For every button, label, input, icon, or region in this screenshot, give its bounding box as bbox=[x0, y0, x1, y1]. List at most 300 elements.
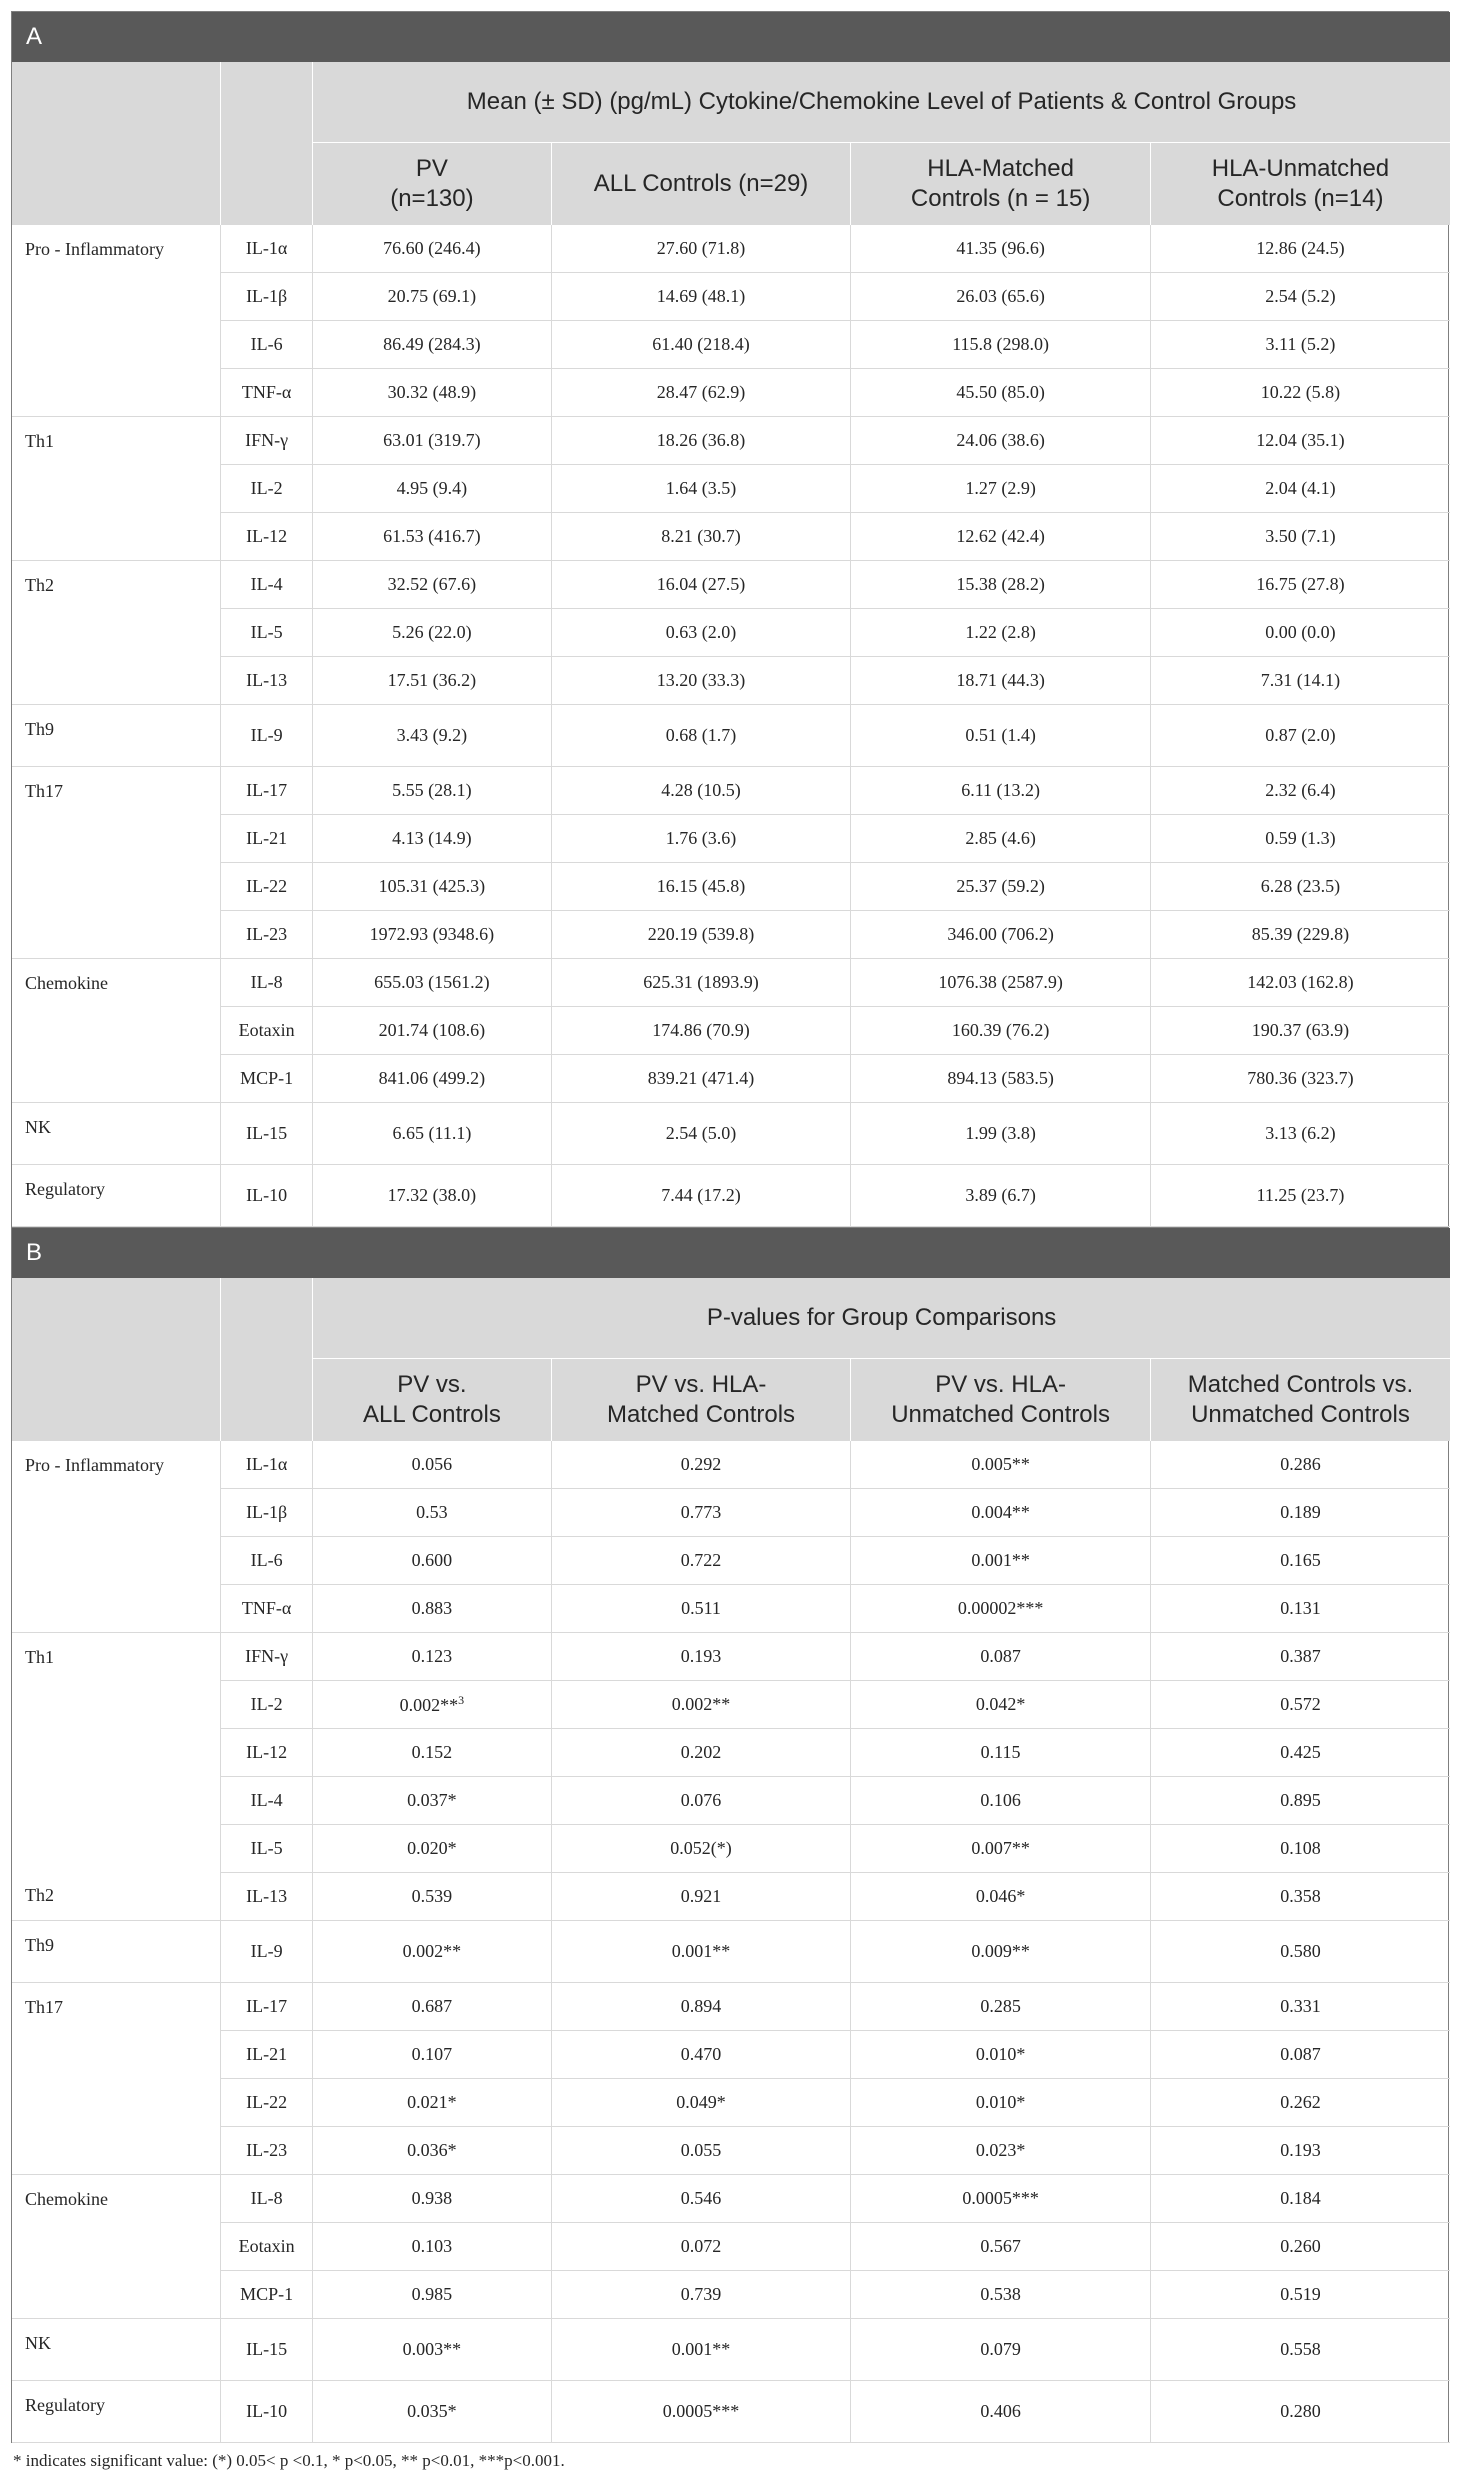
cytokine-name bbox=[221, 1441, 313, 1489]
value-cell bbox=[551, 1777, 851, 1825]
table-row bbox=[12, 1825, 1450, 1873]
table-row bbox=[12, 767, 1450, 815]
value-text: 18.26 (36.8) bbox=[656, 430, 746, 450]
value-text: 0.087 bbox=[980, 1646, 1021, 1666]
value-cell bbox=[551, 1983, 851, 2031]
value-cell bbox=[1150, 863, 1450, 911]
table-row bbox=[12, 513, 1450, 561]
group-label: NK bbox=[12, 2319, 221, 2381]
value-text: 0.739 bbox=[680, 2284, 722, 2304]
value-cell bbox=[551, 1165, 851, 1227]
value-text: 12.04 (35.1) bbox=[1256, 430, 1345, 450]
cytokine-label: IL-15 bbox=[246, 2339, 288, 2359]
cytokine-label: IL-12 bbox=[246, 526, 288, 546]
value-cell bbox=[551, 1681, 851, 1729]
value-cell bbox=[851, 273, 1151, 321]
value-cell bbox=[313, 321, 552, 369]
value-text: 0.001** bbox=[971, 1550, 1030, 1570]
value-cell bbox=[313, 1681, 552, 1729]
value-cell bbox=[551, 1921, 851, 1983]
value-cell bbox=[1150, 2079, 1450, 2127]
value-cell bbox=[1150, 2127, 1450, 2175]
value-text: 18.71 (44.3) bbox=[956, 670, 1045, 690]
cytokine-label: IL-10 bbox=[246, 1185, 288, 1205]
value-cell bbox=[851, 417, 1151, 465]
value-text: 5.55 (28.1) bbox=[392, 780, 472, 800]
value-text: 3.13 (6.2) bbox=[1265, 1123, 1336, 1143]
value-text: 0.193 bbox=[1280, 2140, 1321, 2160]
value-cell bbox=[851, 609, 1151, 657]
value-text: 63.01 (319.7) bbox=[383, 430, 481, 450]
value-cell bbox=[551, 369, 851, 417]
value-text: 160.39 (76.2) bbox=[951, 1020, 1050, 1040]
value-text: 1.22 (2.8) bbox=[965, 622, 1036, 642]
cytokine-name bbox=[221, 513, 313, 561]
value-cell bbox=[851, 1873, 1151, 1921]
column-header-line: Unmatched Controls bbox=[1191, 1401, 1410, 1428]
value-cell bbox=[1150, 1007, 1450, 1055]
value-text: 0.331 bbox=[1280, 1996, 1321, 2016]
value-text: 0.010* bbox=[975, 2044, 1026, 2064]
cytokine-name bbox=[221, 273, 313, 321]
value-text: 0.052(*) bbox=[670, 1838, 732, 1858]
value-text: 8.21 (30.7) bbox=[661, 526, 741, 546]
value-text: 12.86 (24.5) bbox=[1256, 238, 1345, 258]
value-cell bbox=[1150, 815, 1450, 863]
panel-a-super-header: Mean (± SD) (pg/mL) Cytokine/Chemokine Level of Patients & Control Groups bbox=[313, 62, 1450, 143]
value-text: 5.26 (22.0) bbox=[392, 622, 472, 642]
value-cell bbox=[313, 465, 552, 513]
cytokine-name bbox=[221, 1537, 313, 1585]
value-cell bbox=[851, 1681, 1151, 1729]
cytokine-label: IL-4 bbox=[250, 1790, 283, 1810]
value-text: 0.425 bbox=[1280, 1742, 1321, 1762]
cytokine-label: IL-6 bbox=[250, 1550, 283, 1570]
cytokine-label: IL-1β bbox=[246, 1502, 288, 1522]
cytokine-label: IFN-γ bbox=[245, 1646, 289, 1666]
header-blank-cytokine bbox=[221, 62, 313, 225]
column-header bbox=[1150, 1359, 1450, 1442]
value-text: 0.558 bbox=[1280, 2339, 1321, 2359]
value-cell bbox=[851, 959, 1151, 1007]
value-text: 0.079 bbox=[980, 2339, 1021, 2359]
value-cell bbox=[313, 815, 552, 863]
value-text: 0.895 bbox=[1280, 1790, 1321, 1810]
panel-b-super-header: P-values for Group Comparisons bbox=[313, 1278, 1450, 1359]
value-cell bbox=[1150, 1489, 1450, 1537]
value-cell bbox=[1150, 2175, 1450, 2223]
cytokine-name bbox=[221, 1873, 313, 1921]
cytokine-label: IL-9 bbox=[250, 725, 283, 745]
value-cell bbox=[1150, 1585, 1450, 1633]
value-cell bbox=[1150, 1729, 1450, 1777]
value-cell bbox=[313, 2031, 552, 2079]
value-cell bbox=[313, 2079, 552, 2127]
value-text: 0.519 bbox=[1280, 2284, 1321, 2304]
value-cell bbox=[551, 465, 851, 513]
cytokine-label: IL-5 bbox=[250, 1838, 283, 1858]
value-cell bbox=[851, 911, 1151, 959]
value-text: 1.76 (3.6) bbox=[665, 828, 737, 848]
value-cell bbox=[313, 1103, 552, 1165]
table-row bbox=[12, 2319, 1450, 2381]
value-cell bbox=[313, 1633, 552, 1681]
value-cell bbox=[851, 1585, 1151, 1633]
value-cell bbox=[313, 959, 552, 1007]
value-text: 0.572 bbox=[1280, 1694, 1321, 1714]
value-cell bbox=[851, 1633, 1151, 1681]
table-row bbox=[12, 815, 1450, 863]
cytokine-label: IL-9 bbox=[250, 1941, 283, 1961]
value-cell bbox=[551, 609, 851, 657]
table-row bbox=[12, 1537, 1450, 1585]
column-header-line: Controls (n = 15) bbox=[910, 185, 1091, 212]
cytokine-name bbox=[221, 1055, 313, 1103]
table-row bbox=[12, 2127, 1450, 2175]
value-text: 0.546 bbox=[680, 2188, 722, 2208]
value-cell bbox=[313, 561, 552, 609]
value-cell bbox=[551, 1585, 851, 1633]
value-cell bbox=[1150, 369, 1450, 417]
value-cell bbox=[851, 657, 1151, 705]
value-cell bbox=[1150, 225, 1450, 273]
cytokine-label: IL-8 bbox=[250, 2188, 283, 2208]
value-text: 0.538 bbox=[980, 2284, 1021, 2304]
value-cell bbox=[551, 225, 851, 273]
column-header bbox=[851, 143, 1151, 226]
value-text: 6.11 (13.2) bbox=[961, 780, 1041, 800]
cytokine-name bbox=[221, 2079, 313, 2127]
table-row bbox=[12, 2223, 1450, 2271]
value-cell bbox=[551, 273, 851, 321]
table-row bbox=[12, 863, 1450, 911]
value-cell bbox=[851, 1825, 1151, 1873]
value-cell bbox=[851, 321, 1151, 369]
value-text: 10.22 (5.8) bbox=[1260, 382, 1341, 402]
value-cell bbox=[1150, 2319, 1450, 2381]
value-text: 7.31 (14.1) bbox=[1260, 670, 1341, 690]
value-cell bbox=[313, 273, 552, 321]
value-text: 1.64 (3.5) bbox=[665, 478, 737, 498]
cytokine-label: IL-1α bbox=[245, 238, 288, 258]
cytokine-name bbox=[221, 657, 313, 705]
value-cell bbox=[313, 1165, 552, 1227]
value-text: 28.47 (62.9) bbox=[656, 382, 746, 402]
value-text: 76.60 (246.4) bbox=[383, 238, 481, 258]
value-text: 0.106 bbox=[980, 1790, 1021, 1810]
cytokine-name bbox=[221, 1633, 313, 1681]
table-row bbox=[12, 1441, 1450, 1489]
value-text: 0.262 bbox=[1280, 2092, 1321, 2112]
value-text: 0.002** bbox=[402, 1941, 462, 1961]
value-text: 3.11 (5.2) bbox=[1265, 334, 1336, 354]
value-text: 1076.38 (2587.9) bbox=[938, 972, 1063, 992]
value-text: 0.193 bbox=[680, 1646, 722, 1666]
value-text: 12.62 (42.4) bbox=[956, 526, 1045, 546]
column-header-line: Matched Controls bbox=[606, 1401, 796, 1428]
group-label: Th2 bbox=[12, 1777, 221, 1921]
value-text: 0.056 bbox=[411, 1454, 453, 1474]
value-text: 2.32 (6.4) bbox=[1265, 780, 1336, 800]
value-text: 0.189 bbox=[1280, 1502, 1321, 1522]
cytokine-name bbox=[221, 561, 313, 609]
value-cell bbox=[551, 911, 851, 959]
value-text: 0.152 bbox=[411, 1742, 453, 1762]
value-cell bbox=[551, 2127, 851, 2175]
value-text: 2.04 (4.1) bbox=[1265, 478, 1336, 498]
cytokine-name bbox=[221, 705, 313, 767]
value-cell bbox=[551, 705, 851, 767]
value-text: 1972.93 (9348.6) bbox=[369, 924, 495, 944]
value-text: 0.280 bbox=[1280, 2401, 1321, 2421]
cytokine-label: IL-23 bbox=[246, 2140, 288, 2160]
cytokine-name bbox=[221, 2175, 313, 2223]
value-cell bbox=[1150, 1983, 1450, 2031]
value-text: 0.107 bbox=[411, 2044, 453, 2064]
value-cell bbox=[313, 1007, 552, 1055]
value-cell bbox=[313, 1729, 552, 1777]
value-text: 16.04 (27.5) bbox=[656, 574, 746, 594]
value-text: 0.68 (1.7) bbox=[665, 725, 737, 745]
value-cell bbox=[1150, 657, 1450, 705]
panel-a-label: A bbox=[12, 12, 1450, 62]
value-cell bbox=[1150, 513, 1450, 561]
table-row bbox=[12, 1489, 1450, 1537]
cytokine-label: IL-22 bbox=[246, 876, 288, 896]
value-cell bbox=[851, 2319, 1151, 2381]
value-text: 115.8 (298.0) bbox=[952, 334, 1050, 354]
table-row bbox=[12, 465, 1450, 513]
header-blank-group bbox=[12, 1278, 221, 1441]
value-text: 17.51 (36.2) bbox=[387, 670, 477, 690]
value-text: 27.60 (71.8) bbox=[656, 238, 746, 258]
value-text: 0.387 bbox=[1280, 1646, 1321, 1666]
cytokine-label: IL-8 bbox=[250, 972, 283, 992]
cytokine-label: IL-17 bbox=[246, 1996, 288, 2016]
value-cell bbox=[551, 1055, 851, 1103]
value-text: 190.37 (63.9) bbox=[1251, 1020, 1350, 1040]
value-text: 0.087 bbox=[1280, 2044, 1321, 2064]
value-text: 2.85 (4.6) bbox=[965, 828, 1036, 848]
column-header bbox=[551, 1359, 851, 1442]
value-text: 0.010* bbox=[975, 2092, 1026, 2112]
table-footnote: * indicates significant value: (*) 0.05< p <0.1, * p<0.05, ** p<0.01, ***p<0.001. bbox=[13, 2451, 565, 2470]
value-text: 0.470 bbox=[680, 2044, 722, 2064]
table-row bbox=[12, 273, 1450, 321]
table-row bbox=[12, 321, 1450, 369]
value-cell bbox=[851, 705, 1151, 767]
cytokine-name bbox=[221, 1983, 313, 2031]
value-cell bbox=[1150, 1165, 1450, 1227]
table-row bbox=[12, 2031, 1450, 2079]
value-cell bbox=[1150, 1537, 1450, 1585]
value-text: 105.31 (425.3) bbox=[378, 876, 486, 896]
table-row bbox=[12, 657, 1450, 705]
value-text: 0.020* bbox=[407, 1838, 457, 1858]
value-text: 0.0005*** bbox=[662, 2401, 740, 2421]
value-text: 0.722 bbox=[680, 1550, 722, 1570]
group-label: Th9 bbox=[12, 1921, 221, 1983]
value-cell bbox=[851, 225, 1151, 273]
value-cell bbox=[313, 657, 552, 705]
group-label: Regulatory bbox=[12, 2381, 221, 2443]
value-text: 30.32 (48.9) bbox=[387, 382, 477, 402]
value-text: 15.38 (28.2) bbox=[956, 574, 1045, 594]
cytokine-label: IL-2 bbox=[250, 478, 283, 498]
cytokine-name bbox=[221, 369, 313, 417]
value-cell bbox=[851, 561, 1151, 609]
cytokine-name bbox=[221, 321, 313, 369]
value-cell bbox=[313, 1441, 552, 1489]
value-text: 0.00002*** bbox=[957, 1598, 1044, 1618]
value-cell bbox=[1150, 767, 1450, 815]
value-text: 61.53 (416.7) bbox=[383, 526, 481, 546]
value-text: 26.03 (65.6) bbox=[956, 286, 1045, 306]
value-text: 32.52 (67.6) bbox=[387, 574, 477, 594]
value-text: 655.03 (1561.2) bbox=[374, 972, 490, 992]
header-blank-group bbox=[12, 62, 221, 225]
value-text: 0.042* bbox=[975, 1694, 1026, 1714]
column-header-line: PV vs. HLA- bbox=[935, 1371, 1066, 1398]
value-cell bbox=[851, 1983, 1151, 2031]
table-row bbox=[12, 2271, 1450, 2319]
value-cell bbox=[551, 1007, 851, 1055]
cytokine-name bbox=[221, 2319, 313, 2381]
value-cell bbox=[851, 1165, 1151, 1227]
value-text: 0.0005*** bbox=[962, 2188, 1039, 2208]
value-cell bbox=[551, 417, 851, 465]
value-cell bbox=[551, 1489, 851, 1537]
column-header bbox=[1150, 143, 1450, 226]
panel-b bbox=[11, 1227, 1449, 2443]
cytokine-name bbox=[221, 2223, 313, 2271]
group-label: Pro - Inflammatory bbox=[12, 225, 221, 417]
column-header-line: ALL Controls bbox=[362, 1401, 501, 1428]
value-text: 6.28 (23.5) bbox=[1260, 876, 1341, 896]
cytokine-label: IL-6 bbox=[250, 334, 283, 354]
value-text: 0.59 (1.3) bbox=[1265, 828, 1336, 848]
value-cell bbox=[313, 2127, 552, 2175]
table-row bbox=[12, 2175, 1450, 2223]
cytokine-label: IL-22 bbox=[246, 2092, 288, 2112]
value-text: 0.023* bbox=[975, 2140, 1026, 2160]
cytokine-name bbox=[221, 1489, 313, 1537]
cytokine-label: Eotaxin bbox=[238, 2236, 295, 2256]
value-text: 3.50 (7.1) bbox=[1265, 526, 1336, 546]
value-cell bbox=[1150, 2381, 1450, 2443]
value-text: 4.28 (10.5) bbox=[661, 780, 741, 800]
value-text: 16.75 (27.8) bbox=[1256, 574, 1345, 594]
value-cell bbox=[551, 815, 851, 863]
cytokine-name bbox=[221, 1825, 313, 1873]
table-row bbox=[12, 1103, 1450, 1165]
value-text: 0.123 bbox=[411, 1646, 453, 1666]
value-text: 625.31 (1893.9) bbox=[643, 972, 759, 992]
value-cell bbox=[551, 2031, 851, 2079]
value-cell bbox=[1150, 561, 1450, 609]
cytokine-name bbox=[221, 863, 313, 911]
column-header-line: HLA-Matched bbox=[927, 155, 1074, 182]
cytokine-label: IL-13 bbox=[246, 1886, 288, 1906]
column-header bbox=[851, 1359, 1151, 1442]
value-text: 6.65 (11.1) bbox=[392, 1123, 472, 1143]
value-cell bbox=[1150, 1681, 1450, 1729]
value-text: 0.773 bbox=[680, 1502, 722, 1522]
value-text: 0.921 bbox=[680, 1886, 722, 1906]
group-label: Th17 bbox=[12, 767, 221, 959]
value-text: 61.40 (218.4) bbox=[652, 334, 750, 354]
value-cell bbox=[851, 465, 1151, 513]
value-text: 0.260 bbox=[1280, 2236, 1321, 2256]
cytokine-label: TNF-α bbox=[241, 1598, 292, 1618]
table-row bbox=[12, 1921, 1450, 1983]
value-text: 0.938 bbox=[411, 2188, 453, 2208]
value-cell bbox=[551, 1825, 851, 1873]
value-cell bbox=[313, 1585, 552, 1633]
value-text: 11.25 (23.7) bbox=[1256, 1185, 1345, 1205]
value-cell bbox=[551, 657, 851, 705]
value-cell bbox=[1150, 321, 1450, 369]
value-text: 24.06 (38.6) bbox=[956, 430, 1045, 450]
value-text: 0.87 (2.0) bbox=[1265, 725, 1336, 745]
cytokine-name bbox=[221, 1921, 313, 1983]
group-label: NK bbox=[12, 1103, 221, 1165]
value-text: 3.89 (6.7) bbox=[965, 1185, 1036, 1205]
column-header-line: (n=130) bbox=[390, 185, 474, 212]
value-text: 0.883 bbox=[411, 1598, 453, 1618]
value-text: 0.002** bbox=[671, 1694, 731, 1714]
value-cell bbox=[1150, 911, 1450, 959]
column-header bbox=[313, 1359, 552, 1442]
column-header bbox=[313, 143, 552, 226]
value-cell bbox=[1150, 959, 1450, 1007]
value-text: 0.567 bbox=[980, 2236, 1021, 2256]
table-row bbox=[12, 2381, 1450, 2443]
value-cell bbox=[1150, 1055, 1450, 1103]
value-cell bbox=[313, 1873, 552, 1921]
value-cell bbox=[1150, 2223, 1450, 2271]
table-row bbox=[12, 1165, 1450, 1227]
value-text: 0.076 bbox=[680, 1790, 722, 1810]
value-text: 41.35 (96.6) bbox=[956, 238, 1045, 258]
cytokine-label: IL-23 bbox=[246, 924, 288, 944]
table-b bbox=[12, 1228, 1450, 2443]
value-cell bbox=[1150, 1441, 1450, 1489]
value-text: 0.072 bbox=[680, 2236, 722, 2256]
value-cell bbox=[851, 2381, 1151, 2443]
group-label: Th17 bbox=[12, 1983, 221, 2175]
value-cell bbox=[313, 1489, 552, 1537]
value-cell bbox=[313, 1537, 552, 1585]
value-cell bbox=[1150, 2031, 1450, 2079]
cytokine-name bbox=[221, 1585, 313, 1633]
value-cell bbox=[313, 863, 552, 911]
value-text: 0.037* bbox=[407, 1790, 457, 1810]
value-cell bbox=[313, 513, 552, 561]
value-text: 17.32 (38.0) bbox=[387, 1185, 477, 1205]
value-text: 0.600 bbox=[411, 1550, 453, 1570]
table-row bbox=[12, 609, 1450, 657]
value-cell bbox=[1150, 273, 1450, 321]
cytokine-name bbox=[221, 417, 313, 465]
value-text: 0.055 bbox=[680, 2140, 722, 2160]
cytokine-name bbox=[221, 767, 313, 815]
cytokine-label: IL-5 bbox=[250, 622, 283, 642]
value-text: 0.049* bbox=[676, 2092, 726, 2112]
value-cell bbox=[551, 513, 851, 561]
value-cell bbox=[551, 863, 851, 911]
cytokine-label: TNF-α bbox=[241, 382, 292, 402]
